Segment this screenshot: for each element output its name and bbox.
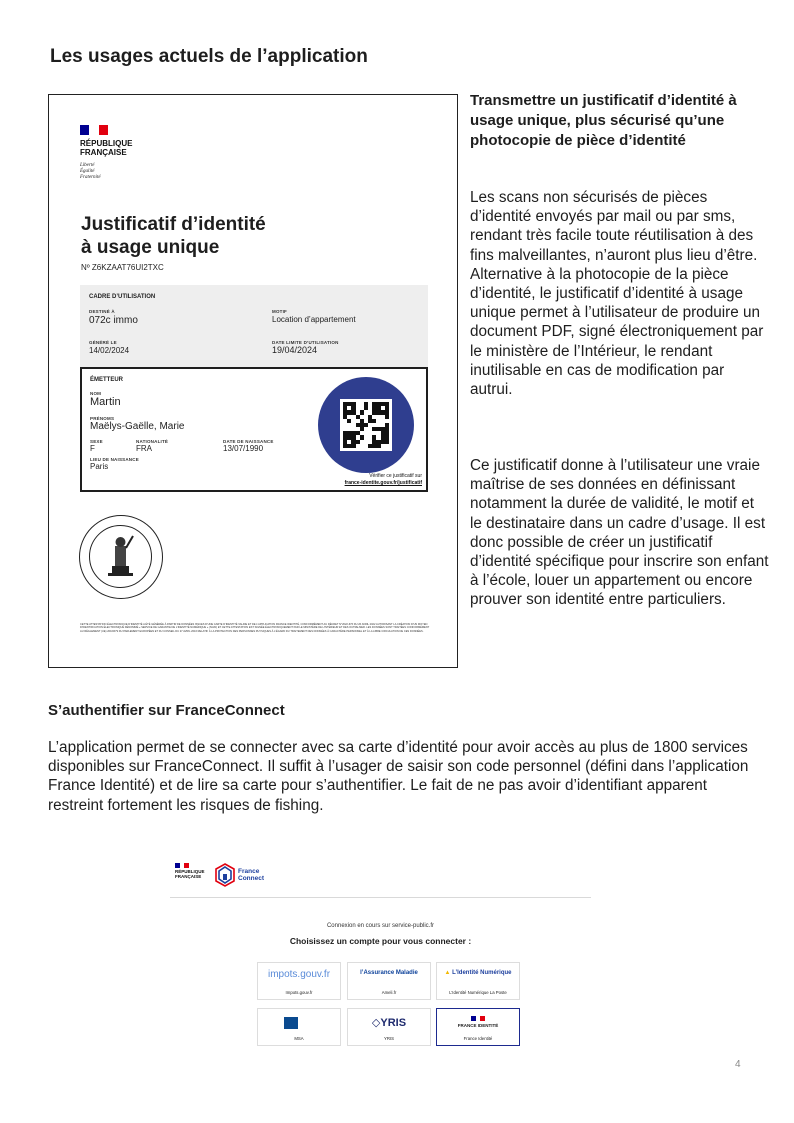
prenoms-value: Maëlys-Gaëlle, Marie [90, 421, 185, 432]
genere-value: 14/02/2024 [89, 346, 130, 355]
nationalite-value: FRA [136, 444, 152, 453]
motif-label: MOTIF [272, 309, 287, 314]
devise: Liberté Égalité Fraternité [80, 163, 101, 180]
tile-laposte[interactable] [436, 962, 520, 1000]
qr-code-icon [340, 399, 392, 451]
sexe-value: F [90, 444, 95, 453]
justificatif-document [48, 94, 458, 668]
limite-label: DATE LIMITE D’UTILISATION [272, 340, 339, 345]
destine-value: 072c immo [89, 315, 138, 326]
laposte-logo-icon: ▲ L’Identité Numérique [444, 970, 512, 976]
usage-unique-heading: Transmettre un justificatif d’identité à usage unique, plus sécurisé qu’une photocopie de pièce d’identité [470, 92, 737, 149]
fc-marianne-flag-icon [175, 863, 189, 868]
tile-ameli[interactable] [347, 962, 431, 1000]
tile-caption: L’Identité Numérique La Poste [449, 990, 507, 995]
marianne-flag-icon [80, 125, 108, 135]
impots-logo-icon: impots.gouv.fr [267, 969, 331, 980]
yris-logo-icon: ◇YRIS [371, 1017, 407, 1029]
tile-caption: France Identité [463, 1036, 493, 1041]
ministere-interieur-seal-icon [79, 515, 163, 599]
france-identite-flag-icon [471, 1016, 485, 1021]
fc-connexion-text: Connexion en cours sur service-public.fr [326, 923, 435, 929]
tile-caption: Ameli.fr [381, 990, 397, 995]
page-number: 4 [735, 1059, 741, 1070]
tile-caption: Impots.gouv.fr [285, 990, 313, 995]
qr-code-circle [318, 377, 414, 473]
msa-logo-icon [284, 1017, 298, 1029]
genere-label: GÉNÉRÉ LE [89, 340, 117, 345]
tile-france-identite[interactable] [436, 1008, 520, 1046]
nom-value: Martin [90, 396, 121, 408]
tile-msa[interactable] [257, 1008, 341, 1046]
destine-label: DESTINÉ À [89, 309, 115, 314]
emetteur-box [80, 367, 428, 492]
usage-unique-para-2: Ce justificatif donne à l’utilisateur une vraie maîtrise de ses données en définissant notamment la durée de validité, le motif et le destinataire dans un cadre d’usage. Il est donc possible de créer un justificatif d’identité spécifique pour inscrire son enfant à l’école, louer un appartement ou encore prouver son identité entre particuliers. [470, 457, 769, 609]
naissance-label: DATE DE NAISSANCE [223, 439, 274, 444]
prenoms-label: PRÉNOMS [90, 416, 115, 421]
nom-label: NOM [90, 391, 102, 396]
limite-value: 19/04/2024 [272, 345, 318, 355]
republique-francaise: RÉPUBLIQUE FRANÇAISE [80, 139, 133, 157]
document-title: Justificatif d’identité à usage unique [81, 214, 266, 258]
franceconnect-para: L’application permet de se connecter avec sa carte d’identité pour avoir accès au plus de 1800 services disponibles sur FranceConnect. Il suffit à l’usager de saisir son code personnel (défini dans l’application France Identité) et de lire sa carte pour s’authentifier. Le fait de ne pas avoir d’identifiant apparent restreint fortement les risques de fishing. [48, 739, 749, 814]
lieu-value: Paris [90, 462, 109, 471]
tile-caption: MSA [294, 1036, 304, 1041]
franceconnect-logo-text: France Connect [238, 868, 264, 882]
usage-unique-para-1: Les scans non sécurisés de pièces d’identité envoyés par mail ou par sms, rendant très facile toute réutilisation à des fins malveillantes, n’auront plus lieu d’être. Alternative à la photocopie de la pièce d’identité, le justificatif d’identité à usage unique permet à l’utilisateur de produire un document PDF, signé électroniquement par le ministère de l’Intérieur, le rendant inutilisable en cas de modification par autrui. [470, 189, 764, 399]
cadre-heading: CADRE D’UTILISATION [89, 294, 156, 300]
ameli-logo-icon: l’Assurance Maladie [360, 970, 418, 976]
verify-text: Vérifier ce justificatif sur france-identite.gouv.fr/justificatif [344, 473, 422, 486]
franceconnect-logo-icon [215, 863, 235, 888]
tile-impots[interactable] [257, 962, 341, 1000]
tile-yris[interactable] [347, 1008, 431, 1046]
cadre-utilisation [80, 285, 428, 367]
emetteur-heading: ÉMETTEUR [90, 377, 123, 383]
france-identite-logo-text: FRANCE IDENTITÉ [457, 1023, 499, 1028]
fc-republique-francaise: RÉPUBLIQUE FRANÇAISE [175, 869, 205, 879]
fine-print: CETTE ATTESTATION ÉLECTRONIQUE D’IDENTITÉ A ÉTÉ GÉNÉRÉE À PARTIR DE DONNÉES ISSUES D’UNE CARTE D’IDENTITÉ VALIDE ET DE L’APPLICATION FRANCE IDENTITÉ, CONFORMÉMENT AU DÉCRET N°2022-676 DU 26 AVRIL 2022 AUTORISANT LA CRÉATION D’UN MOYEN D’IDENTIFICATION ÉLECTRONIQUE DÉNOMMÉ « SERVICE DE GARANTIE DE L’IDENTITÉ NUMÉRIQUE » (SGIN) ET CETTE ATTESTATION EST SIGNÉE ÉLECTRONIQUEMENT PAR LE MINISTÈRE DE L’INTÉRIEUR ET DES OUTRE-MER. LES DONNÉES SONT TRAITÉES CONFORMÉMENT AU RÈGLEMENT (UE) 2016/679 DU PARLEMENT EUROPÉEN ET DU CONSEIL DU 27 AVRIL 2016 RELATIF À LA PROTECTION DES PERSONNES PHYSIQUES À L’ÉGARD DU TRAITEMENT DES DONNÉES À CARACTÈRE PERSONNEL ET À LA LIBRE CIRCULATION DE CES DONNÉES. [80, 623, 430, 633]
page-title: Les usages actuels de l’application [50, 46, 368, 67]
fc-divider [170, 897, 591, 898]
motif-value: Location d’appartement [272, 315, 356, 324]
tile-caption: YRIS [383, 1036, 395, 1041]
fc-choose-heading: Choisissez un compte pour vous connecter : [289, 936, 472, 946]
nationalite-label: NATIONALITÉ [136, 439, 169, 444]
sexe-label: SEXE [90, 439, 103, 444]
document-number: Nº Z6KZAAT76UI2TXC [81, 263, 164, 272]
franceconnect-heading: S’authentifier sur FranceConnect [48, 702, 285, 719]
lieu-label: LIEU DE NAISSANCE [90, 457, 139, 462]
naissance-value: 13/07/1990 [223, 444, 264, 453]
